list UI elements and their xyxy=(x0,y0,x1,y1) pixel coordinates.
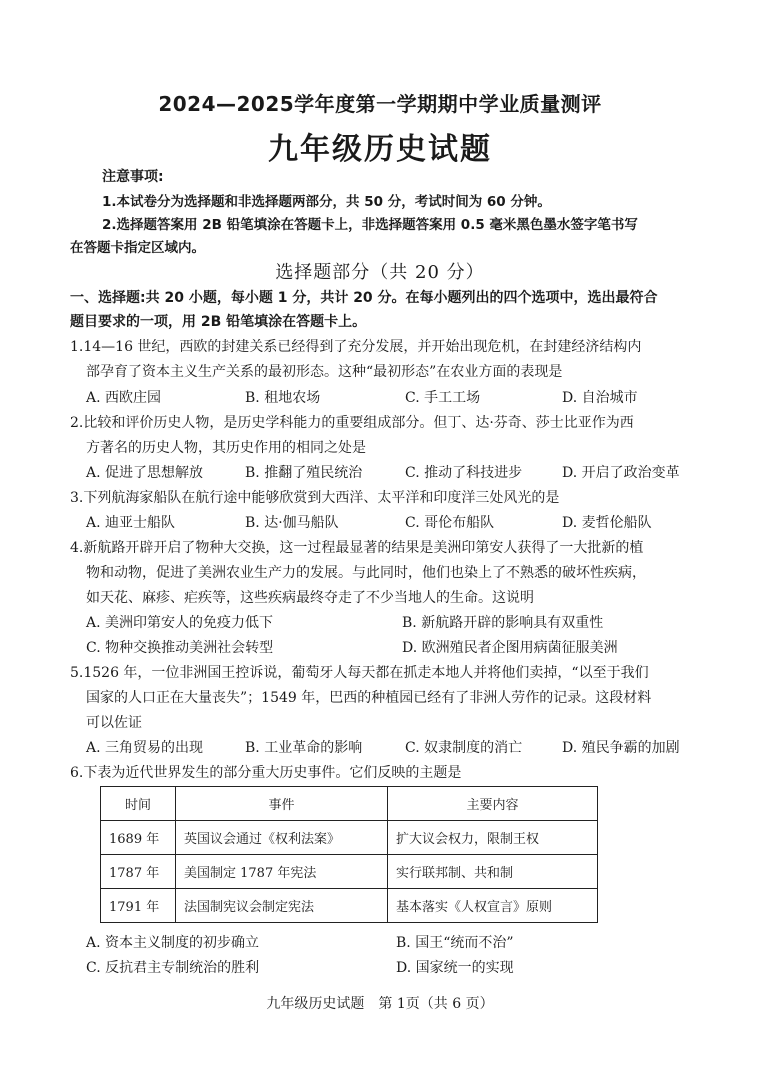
table-cell-content: 实行联邦制、共和制 xyxy=(388,855,598,889)
note-item-2-cont: 在答题卡指定区域内。 xyxy=(70,240,205,256)
table-row xyxy=(101,889,598,923)
exam-subject-title: 九年级历史试题 xyxy=(268,132,492,167)
table-header-row xyxy=(101,787,598,821)
table-cell-content: 基本落实《人权宣言》原则 xyxy=(388,889,598,923)
question-5-stem: 5.1526 年，一位非洲国王控诉说，葡萄牙人每天都在抓走本地人并将他们卖掉，“以至于我们 xyxy=(70,665,649,681)
section-title: 选择题部分（共 20 分） xyxy=(275,262,485,283)
table-cell-time: 1787 年 xyxy=(101,855,176,889)
table-cell-event: 法国制宪议会制定宪法 xyxy=(176,889,388,923)
table-header-time: 时间 xyxy=(101,787,176,821)
question-4-stem-cont-1: 物和动物，促进了美洲农业生产力的发展。与此同时，他们也染上了不熟悉的破坏性疾病， xyxy=(86,565,646,581)
question-6-option-d: D. 国家统一的实现 xyxy=(396,960,514,976)
question-2-option-a: A. 促进了思想解放 xyxy=(86,465,204,481)
question-1-option-d: D. 自治城市 xyxy=(562,390,638,406)
notes-heading: 注意事项: xyxy=(102,169,164,185)
question-1-option-c: C. 手工工场 xyxy=(405,390,481,406)
question-4-stem-cont-2: 如天花、麻疹、疟疾等，这些疾病最终夺走了不少当地人的生命。这说明 xyxy=(86,590,534,606)
question-4-stem: 4.新航路开辟开启了物种大交换，这一过程最显著的结果是美洲印第安人获得了一大批新的植 xyxy=(70,540,644,556)
question-4-option-d: D. 欧洲殖民者企图用病菌征服美洲 xyxy=(402,640,618,656)
question-1-stem: 1.14—16 世纪，西欧的封建关系已经得到了充分发展，并开始出现危机，在封建经济结构内 xyxy=(70,339,642,355)
question-5-option-d: D. 殖民争霸的加剧 xyxy=(562,740,680,756)
question-2-stem: 2.比较和评价历史人物，是历史学科能力的重要组成部分。但丁、达·芬奇、莎士比亚作为西 xyxy=(70,415,634,431)
question-3-option-d: D. 麦哲伦船队 xyxy=(562,515,652,531)
question-1-option-a: A. 西欧庄园 xyxy=(86,390,162,406)
question-2-option-c: C. 推动了科技进步 xyxy=(405,465,523,481)
question-4-option-c: C. 物种交换推动美洲社会转型 xyxy=(86,640,274,656)
page-footer: 九年级历史试题 第 1页（共 6 页） xyxy=(266,996,494,1012)
table-cell-content: 扩大议会权力，限制王权 xyxy=(388,821,598,855)
table-header-event: 事件 xyxy=(176,787,388,821)
question-3-stem: 3.下列航海家船队在航行途中能够欣赏到大西洋、太平洋和印度洋三处风光的是 xyxy=(70,490,560,506)
question-5-option-a: A. 三角贸易的出现 xyxy=(86,740,204,756)
section-instruction: 一、选择题:共 20 小题，每小题 1 分，共计 20 分。在每小题列出的四个选项中，选出最符合 xyxy=(70,290,658,306)
table-header-content: 主要内容 xyxy=(388,787,598,821)
question-6-option-b: B. 国王“统而不治” xyxy=(396,935,514,951)
note-item-2: 2.选择题答案用 2B 铅笔填涂在答题卡上，非选择题答案用 0.5 毫米黑色墨水签字笔书写 xyxy=(102,217,638,233)
table-row xyxy=(101,855,598,889)
question-2-option-d: D. 开启了政治变革 xyxy=(562,465,680,481)
question-3-option-a: A. 迪亚士船队 xyxy=(86,515,176,531)
question-4-option-a: A. 美洲印第安人的免疫力低下 xyxy=(86,615,274,631)
note-item-1: 1.本试卷分为选择题和非选择题两部分，共 50 分，考试时间为 60 分钟。 xyxy=(102,194,551,210)
question-4-option-b: B. 新航路开辟的影响具有双重性 xyxy=(402,615,604,631)
question-6-option-c: C. 反抗君主专制统治的胜利 xyxy=(86,960,260,976)
question-5-option-c: C. 奴隶制度的消亡 xyxy=(405,740,523,756)
section-instruction-cont: 题目要求的一项，用 2B 铅笔填涂在答题卡上。 xyxy=(70,314,367,330)
question-1-option-b: B. 租地农场 xyxy=(245,390,321,406)
table-cell-event: 英国议会通过《权利法案》 xyxy=(176,821,388,855)
question-1-stem-cont: 部孕育了资本主义生产关系的最初形态。这种“最初形态”在农业方面的表现是 xyxy=(86,364,563,380)
question-5-option-b: B. 工业革命的影响 xyxy=(245,740,363,756)
table-cell-event: 美国制定 1787 年宪法 xyxy=(176,855,388,889)
question-5-stem-cont-2: 可以佐证 xyxy=(86,715,142,731)
question-2-stem-cont: 方著名的历史人物，其历史作用的相同之处是 xyxy=(86,440,366,456)
table-cell-time: 1689 年 xyxy=(101,821,176,855)
table-row xyxy=(101,821,598,855)
question-3-option-b: B. 达·伽马船队 xyxy=(245,515,339,531)
question-2-option-b: B. 推翻了殖民统治 xyxy=(245,465,363,481)
exam-header-title: 2024—2025学年度第一学期期中学业质量测评 xyxy=(158,92,602,116)
table-cell-time: 1791 年 xyxy=(101,889,176,923)
question-6-option-a: A. 资本主义制度的初步确立 xyxy=(86,935,260,951)
question-3-option-c: C. 哥伦布船队 xyxy=(405,515,495,531)
question-6-stem: 6.下表为近代世界发生的部分重大历史事件。它们反映的主题是 xyxy=(70,765,462,781)
question-5-stem-cont-1: 国家的人口正在大量丧失”；1549 年，巴西的种植园已经有了非洲人劳作的记录。这段材料 xyxy=(86,690,652,706)
history-events-table xyxy=(100,786,598,923)
